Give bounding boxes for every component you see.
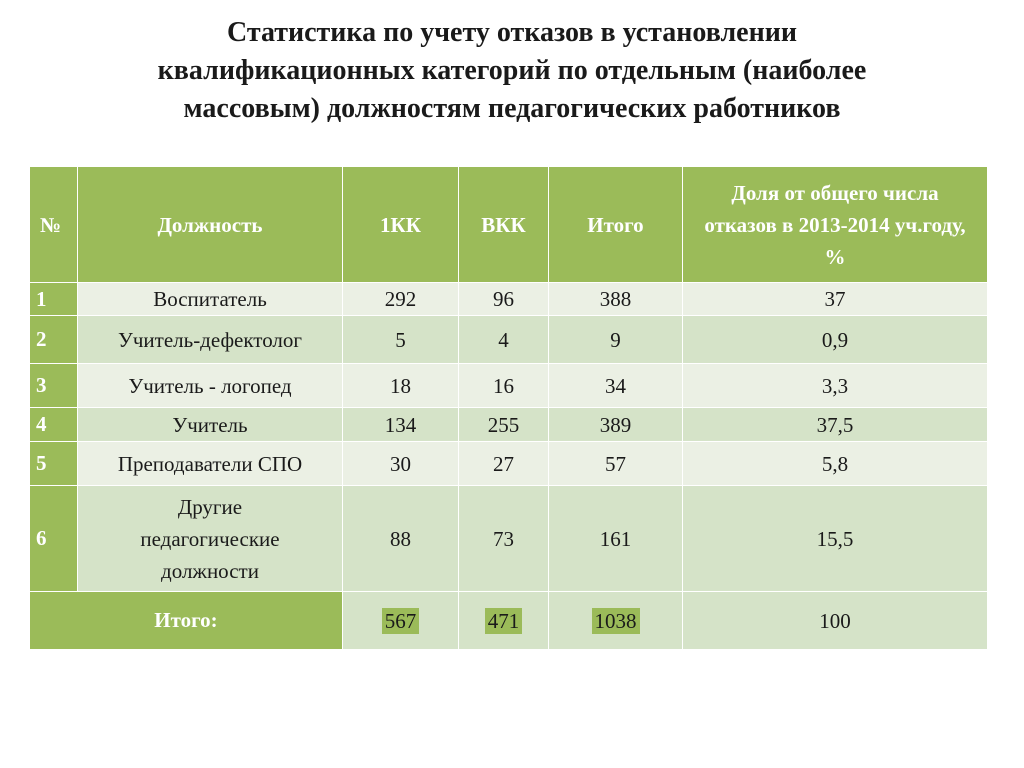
- statistics-table: [29, 166, 988, 650]
- row-vkk: 73: [459, 486, 549, 592]
- row-vkk: 27: [459, 442, 549, 486]
- header-row: [30, 167, 988, 283]
- row-1kk: 18: [343, 364, 459, 408]
- row-vkk: 255: [459, 408, 549, 442]
- header-total: Итого: [549, 167, 683, 283]
- table-row: [30, 486, 988, 592]
- totals-total: [549, 592, 683, 650]
- table-row: [30, 283, 988, 316]
- row-number: 3: [30, 364, 78, 408]
- row-1kk: 292: [343, 283, 459, 316]
- row-1kk: 5: [343, 316, 459, 364]
- row-share: 37,5: [683, 408, 988, 442]
- totals-1kk: [343, 592, 459, 650]
- table-row: [30, 408, 988, 442]
- table-row: [30, 316, 988, 364]
- table-row: [30, 364, 988, 408]
- row-total: 389: [549, 408, 683, 442]
- row-total: 57: [549, 442, 683, 486]
- totals-vkk: [459, 592, 549, 650]
- header-position: Должность: [78, 167, 343, 283]
- row-share: 0,9: [683, 316, 988, 364]
- header-vkk: ВКК: [459, 167, 549, 283]
- row-number: 1: [30, 283, 78, 316]
- row-position: Учитель: [78, 408, 343, 442]
- row-vkk: 16: [459, 364, 549, 408]
- slide-title: [60, 14, 964, 128]
- row-total: 9: [549, 316, 683, 364]
- totals-label: Итого:: [30, 592, 343, 650]
- header-number: №: [30, 167, 78, 283]
- totals-row: [30, 592, 988, 650]
- row-share: 15,5: [683, 486, 988, 592]
- title-line-3: массовым) должностям педагогических работников: [183, 93, 841, 124]
- row-number: 2: [30, 316, 78, 364]
- totals-share: 100: [683, 592, 988, 650]
- row-vkk: 4: [459, 316, 549, 364]
- row-vkk: 96: [459, 283, 549, 316]
- title-line-2: квалификационных категорий по отдельным (наиболее: [157, 55, 867, 86]
- row-number: 6: [30, 486, 78, 592]
- row-position: Учитель - логопед: [78, 364, 343, 408]
- row-number: 5: [30, 442, 78, 486]
- row-position: Учитель-дефектолог: [78, 316, 343, 364]
- header-1kk: 1КК: [343, 167, 459, 283]
- row-number: 4: [30, 408, 78, 442]
- row-position: Преподаватели СПО: [78, 442, 343, 486]
- row-1kk: 134: [343, 408, 459, 442]
- totals-1kk-value: 567: [382, 608, 420, 634]
- totals-vkk-value: 471: [485, 608, 523, 634]
- row-total: 388: [549, 283, 683, 316]
- row-1kk: 30: [343, 442, 459, 486]
- row-share: 37: [683, 283, 988, 316]
- table-row: [30, 442, 988, 486]
- row-1kk: 88: [343, 486, 459, 592]
- row-position: Другие педагогические должности: [78, 486, 343, 592]
- row-total: 34: [549, 364, 683, 408]
- row-position: Воспитатель: [78, 283, 343, 316]
- row-share: 5,8: [683, 442, 988, 486]
- totals-total-value: 1038: [592, 608, 640, 634]
- row-total: 161: [549, 486, 683, 592]
- header-share: Доля от общего числа отказов в 2013-2014 уч.году, %: [683, 167, 988, 283]
- title-line-1: Статистика по учету отказов в установлении: [227, 17, 797, 48]
- row-share: 3,3: [683, 364, 988, 408]
